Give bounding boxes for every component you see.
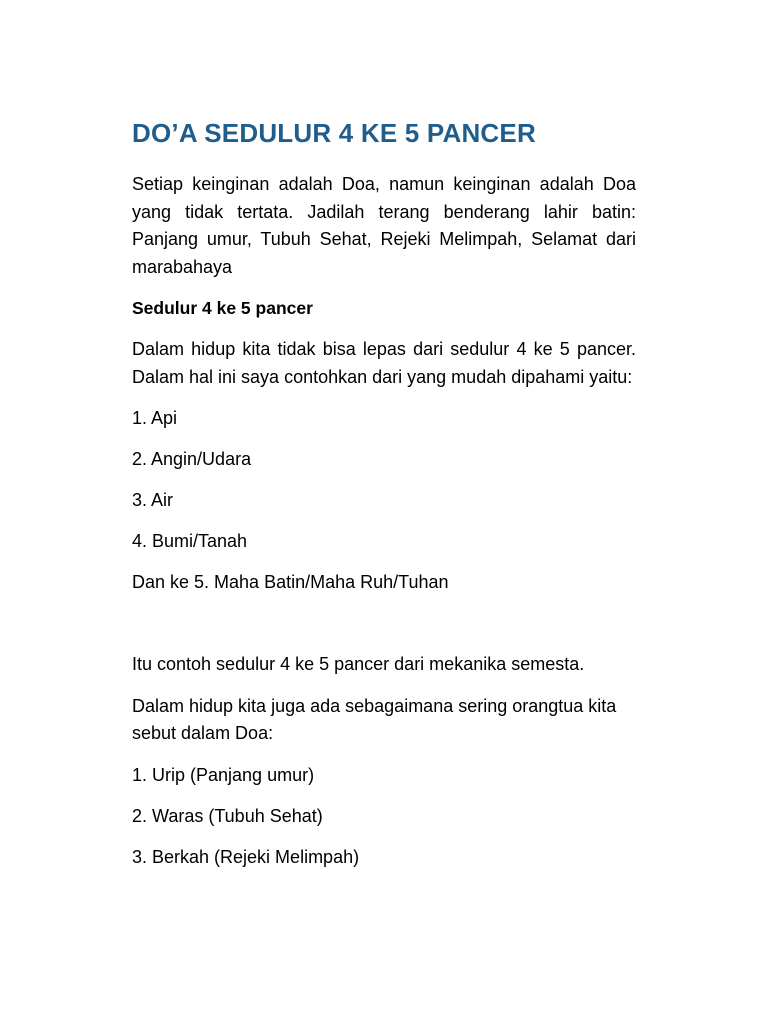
section-subheading: Sedulur 4 ke 5 pancer	[132, 298, 313, 319]
list-item: 2. Angin/Udara	[132, 449, 252, 470]
paragraph-1: Dalam hidup kita tidak bisa lepas dari sedulur 4 ke 5 pancer. Dalam hal ini saya contohkan dari yang mudah dipahami yaitu:	[132, 339, 636, 387]
list-item: 4. Bumi/Tanah	[132, 531, 248, 552]
intro-paragraph: Setiap keinginan adalah Doa, namun keinginan adalah Doa yang tidak tertata. Jadilah terang benderang lahir batin: Panjang umur, Tubuh Sehat, Rejeki Melimpah, Selamat dari marabahaya	[132, 174, 636, 277]
blank-line	[132, 610, 636, 651]
list-item: 2. Waras (Tubuh Sehat)	[132, 805, 323, 826]
paragraph-3: Dalam hidup kita juga ada sebagaimana sering orangtua kita sebut dalam Doa:	[132, 695, 617, 744]
list-item: 1. Api	[132, 408, 178, 429]
document-title: DO’A SEDULUR 4 KE 5 PANCER	[132, 118, 536, 148]
list-item: 1. Urip (Panjang umur)	[132, 764, 315, 785]
list-item: 3. Air	[132, 490, 174, 511]
fifth-element-line: Dan ke 5. Maha Batin/Maha Ruh/Tuhan	[132, 572, 449, 593]
list-item: 3. Berkah (Rejeki Melimpah)	[132, 846, 360, 867]
paragraph-2: Itu contoh sedulur 4 ke 5 pancer dari mekanika semesta.	[132, 654, 585, 675]
document-page	[132, 118, 636, 885]
